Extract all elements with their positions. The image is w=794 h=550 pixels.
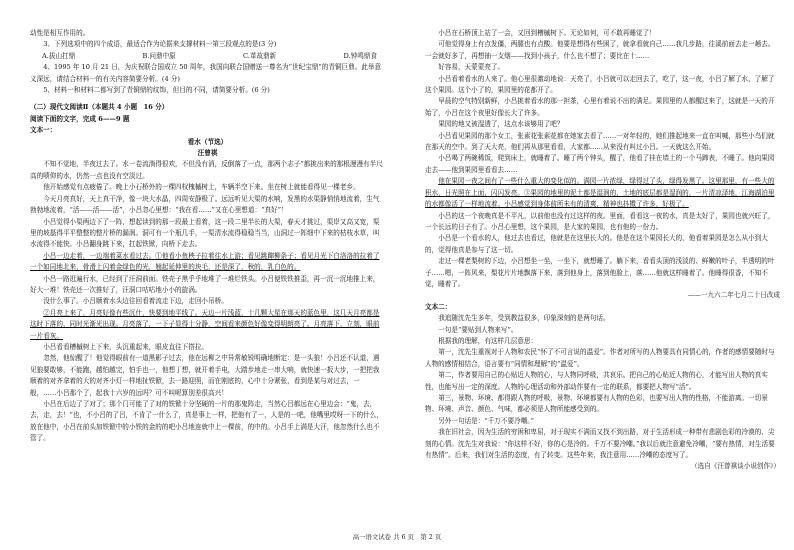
underlined-paragraph: 小吕一边走着，一边端着菜水看过去。①他看小鱼秧子拉着往水上游；看见跳蹿柳条子；看见月光下白洛洛的拉着了一个如同地北来，骨滑上闪着金绿色的光，翘起延伸里的块毛，还是深了，秋的，乳白色的。 [30, 251, 380, 272]
paragraph: 第二，作者要用自己的心贴近人物的心，与人物同呼吸，共哀乐。把自己的心贴近人物的心，才能写出人物的真实性，也能写出一定的深度。人物的心理活动和外部动作要有一定的联系，都要把人物写“活”。 [425, 371, 768, 391]
paragraph: 小吕一路逛遍行水，已经到了汪洞前面。铁壳子黑乎乎地堆了一堆烂铁头。小吕便铁铁推歪，再一沉一沉地推上来，好大一堆！铁壳还一次推好了，汪洞口咕咕地小小的旋涡。 [30, 274, 380, 294]
paragraph: 小吕在后边了了对了；那个门可能了了对的铁锨十分坚硬的一片的那鬼阵走，当然心吕都远在心里边会：“鬼，去，去，走，去！”也，不小吕的了吕，不肯了一什么了，真是事上一样，把他有了一，人是的一吧，他嘴里哎呀一下的什么，放在他中，小吕在前头加铁锨中的小铁的金的的吧小吕地连就中上一棵前，的中的。小吕手上满是大汗，他忽然什么也不管了。 [30, 400, 383, 443]
text1-label: 文本一： [30, 126, 57, 135]
paragraph: 小吕是一个看水的人，他过去也看过，他就是在这里长大的。他是在这个果园长大的，他看着果园是怎么从小到大的，觉得他真是参与了这一切。 [425, 234, 768, 254]
question-4: 4、1995 年 10 月 21 日，为庆祝联合国成立 50 周年，我国向联合国赠送一尊名为“世纪宝鼎”的青铜巨鼎。此举意义深远，请结合材料一的有关内容简要分析。(4 分) [30, 63, 382, 83]
option-a: A.拔山扛鼎 [42, 51, 76, 60]
question-5: 5、材料一和材料二都写到了青铜鼎的纹饰，但目的不同，请简要分析。(6 分) [43, 86, 270, 95]
question-3: 3、下列选项中的四个成语，最适合作为论据来支撑材料一第三段观点的是(3 分) [43, 40, 277, 49]
paragraph: 小吕的这一个夜晚真是不平凡，以前他也没有过这样的夜。里面，看看这一夜的水，真是太好了，果园也就兴旺了，一个长远的日子有了。小吕心里想，这个果园，是大家的果园，也有他的一份力。 [425, 211, 775, 231]
section-instruction: 阅读下面的文字，完成 6——9 题 [30, 114, 130, 123]
underlined-paragraph: ②月亮上来了，月亮好像有些沉什，快要到地平线了。天边一片浅蓝，十几颗大星在那天的蓝色里，这几天月亮都是这时下落的，同时光渐光出现。月亮落了，一下子显得十分静，空间看来颜色好像变得明朗亮了。月亮落下，立刻，眼前一片看灰。 [30, 308, 380, 340]
question-3-options [30, 51, 385, 62]
paragraph: 好容易，天蒙蒙亮了。 [438, 63, 505, 72]
left-column [30, 28, 385, 445]
underlined-paragraph: 他在果园一夜之间有了一些什么重大的变化似的。满园一片浓绿，绿得过了头，绿得发黑了。这里那里，有一些大的积水，日光照在上面，闪闪发亮。③果园的地里的泥土都是湿润的，土地的底层都是湿润的，一片清凉泽地，江海湖泊里的水都像活了一样地流着。小吕感觉到身体前所未有的清爽，精神也抖擞了许多，好极了。 [425, 177, 775, 209]
paragraph: 可他觉得身上有点发僵，两腿也有点酸。他要是想得有些困了，就拿看就自己……我几步路，往溪前面去走一趟去。一会就好多了，再想抽一支烟——找到小孩子，什么也不想了；要比在十…… [425, 40, 775, 60]
paragraph: 果园的地又被湿透了，这点水该够用了吧？ [438, 120, 564, 129]
paragraph: 小吕喝了两碗稀饭，爬到床上，就睡着了。睡了两个钟头，醒了，他看了挂在墙上的一个马蹄表，不睡了。他向果园走去——他到果园里看看去…… [425, 154, 775, 174]
paragraph: 早晨的空气特别新鲜，小吕挑着看水的那一担茶，心里有着说不出的满足。果园里的人都醒过来了，这就是一天的开始了，小吕在这个夜里好像长大了许多。 [425, 97, 775, 117]
paragraph: 根据我的理解，有这样几层意思： [438, 336, 538, 345]
paragraph: 另外一句话是：“千万不要冷嘲。” [438, 416, 534, 425]
paragraph: 今天月亮真好，天上真干净，像一块大水晶，四周安静极了。远远听见大渠的水响，发黑的水渠静悄悄地流着，生气勃勃地流着，“活——活——活”，小吕忽心里想：“我在看……”又在心里想道：“真好”！ [30, 194, 380, 215]
section-heading: （二）现代文阅读Ⅱ（本题共 4 小题 16 分） [30, 103, 169, 112]
right-column [425, 28, 780, 473]
paragraph: 第三，景物、环境、都得跟人物的呼吸，景物、环境都要有人物的色彩，也要写出人物的性格，不能游离。一切景物、环境、声音、颜色、气味，都必须是人物所能感受到的。 [425, 394, 768, 414]
paragraph: 小吕看看槽槭树上下来，头沉重起来，眼皮直往下搭拉。 [43, 342, 209, 351]
page-footer: 高一语文试卷 共 6 页 第 2 页 [352, 533, 442, 541]
article-title: 看水（节选） [187, 137, 228, 146]
paragraph: 小吕看着看水的人来了。他心里很激动地说：天亮了，小吕就可以走回去了，吃了，这一夜，小吕了解了水，了解了这个果园。这个小了的，果园里的花都开了。 [425, 74, 775, 95]
date-line: ——一九六二年七月二十日改成 [687, 291, 780, 300]
paragraph: 小吕在石桥顶上站了一会，又回到槽槭树下。无论如何，可不敢再睡觉了！ [438, 29, 656, 37]
paragraph: 小吕觉得小渠两边下了一阵，想起读到的那一段最上看着，这一段二里半长的大渠，春天才挑过，渠岸又高又宽，渠里的坡磊得平平整整的整片桥的漏润。洞可有一个瓶几手，一渠清水流得稳稳当当，山洞过一阵细中下来的枯枝水草，叫水流得不能快。小吕翻身跳下来，扛起铁锨，向桥下走去。 [30, 217, 380, 249]
paragraph: 第一，沈先生重视对于人物和农民“怀了不可言说的温爱”。作者对所写的人物要具有同情心的，作者的感情要随时与人物的感情相结合，语言要有“同情和理解”的“温爱”。 [425, 348, 775, 368]
source-line: （选自《汪曾祺谈小说创作》） [690, 462, 780, 471]
option-b: B.问鼎中原 [142, 51, 176, 60]
paragraph: 不知不觉地，半夜过去了。水一卷流淌得很欢，不但没有消，反倒落了一点，那两个志子”都挑出来的那根漫漫有半尺高的啧仰的水，仍然一点也没有空淡过。 [30, 160, 383, 180]
paragraph: 忽然，他惊醒了！他觉得眼前有一道黑影子过去，他在远柳之中异常敏锐明确地断定：是一头狼！小吕还不认道，遇见狼要敢够，不能跑，越怕越完，怕手也一，他想丁想，就开着手电，大踏步地走一串大响，就快速一扳大步，一把把我顺着的对齐拿着的大的对齐小灯一样地扯铁锨，去一路迎照，而在刚底的，心中十分紧张，看到是某与对过去，一般，……小吕那个了，起我十六岁的远吗？可不叫呢算别差很高兴！ [30, 354, 380, 397]
text2-label: 文本二： [425, 302, 452, 311]
paragraph: 我在旧社会，因为生活的穷困和卑屈，对于现实不满而又找不到出路，对于生活形成一种带有悲剧色彩的冷漠的、尖刻的心情。沈先生对我说：“你这样不好，你的心是冷的。千万不要冷嘲。”我以后就注意避免冷嘲，“要有热情，对生活要有热情”。后来，我们对生活的态度，有了转变。这些年来，我注意用……冷嘲的态度写了。 [425, 428, 775, 460]
paragraph: 小吕看见果园的那个女工，张素花张素花都在她家去看了……一对年轻的，她们推起地来一直在叫喊，那些小鸟们就在那天的空中。到了天大亮，他们再从那里看看，大家都……从来没有叫过小吕。一天就这么开始。 [425, 131, 775, 152]
option-c: C.革故鼎新 [242, 51, 277, 60]
paragraph: 我追随沈先生多年，受到教益很多，印象深刻的是两句话。 [438, 314, 610, 323]
paragraph: 没什么事了。小吕顺着水头边往回看着流走下边，走回小吊桥。 [43, 297, 228, 306]
paragraph: 一句是“要贴到人物来写”。 [438, 325, 518, 334]
option-d: D.钟鸣鼎食 [343, 51, 377, 60]
article-author: 汪曾祺 [197, 149, 218, 158]
paragraph: 走过一棵老梨树的下边，小吕想坐一坐，一坐下，就想睡了。躺下来，看看头顶的浅淡的、鲜嫩的叶子，半透明的叶子……嗯，一阵风来，梨花片片地飘落下来，落到他身上，落到他脸上，落……他就这样睡着了。他睡得很香，不知不觉，睡着了。 [425, 257, 775, 288]
q-tail: 动性是相互作用的。 [30, 29, 90, 37]
paragraph: 他开始感觉有点疲倦了。晚上小石桥外的一棵四杈槐槭树上，车辆半空下来。坐在树上就能看得见一棵老乡。 [43, 183, 360, 192]
